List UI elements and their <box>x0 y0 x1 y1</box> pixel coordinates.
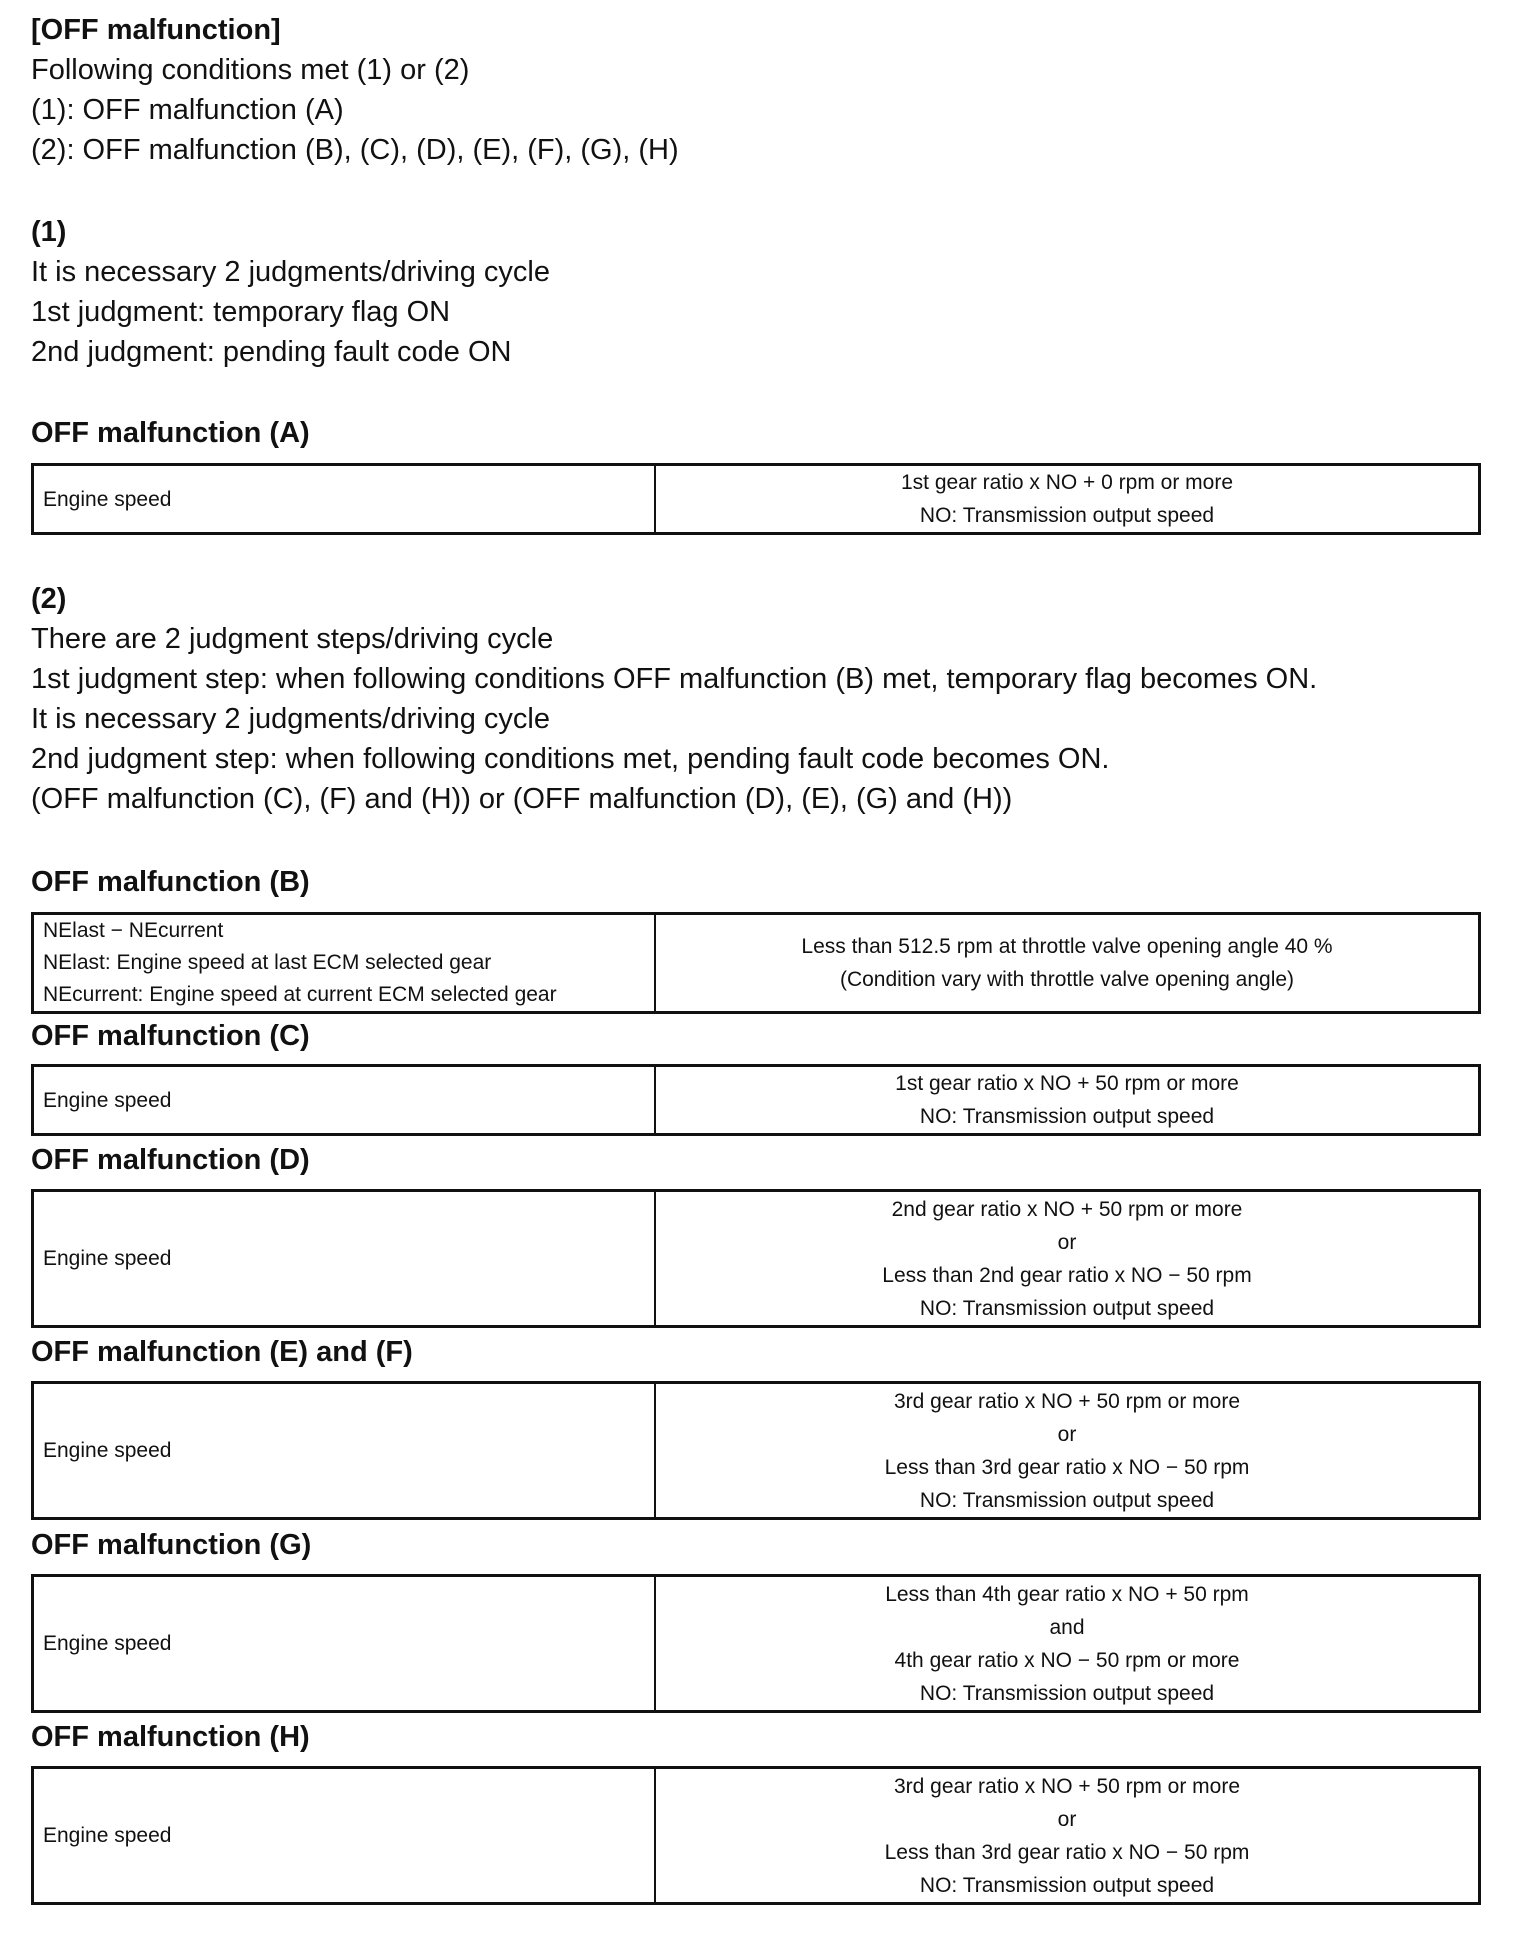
cell-text: NO: Transmission output speed <box>919 1681 1215 1705</box>
cell-text: Engine speed <box>43 1247 172 1270</box>
part1-line: 2nd judgment: pending fault code ON <box>31 336 512 368</box>
cell-text: Less than 3rd gear ratio x NO − 50 rpm <box>884 1455 1250 1479</box>
table-row <box>33 465 1480 534</box>
cell-text: Engine speed <box>43 487 172 511</box>
intro-line: (1): OFF malfunction (A) <box>31 94 344 126</box>
cell-text: NElast − NEcurrent <box>43 919 224 942</box>
cell-text: or <box>1057 1807 1077 1831</box>
criteria-cell <box>655 1066 1480 1135</box>
table-row <box>33 1576 1480 1712</box>
table-d-heading: OFF malfunction (D) <box>31 1144 310 1176</box>
cell-text: Engine speed <box>43 1439 172 1462</box>
cell-text: (Condition vary with throttle valve opening angle) <box>839 968 1295 991</box>
intro-line: Following conditions met (1) or (2) <box>31 54 470 86</box>
table-g-heading: OFF malfunction (G) <box>31 1529 312 1561</box>
part2-line: 1st judgment step: when following conditions OFF malfunction (B) met, temporary flag becomes ON. <box>31 663 1318 695</box>
cell-text: Less than 2nd gear ratio x NO − 50 rpm <box>882 1263 1252 1287</box>
intro-section <box>31 10 679 170</box>
table-h-heading: OFF malfunction (H) <box>31 1721 310 1753</box>
part1-title: (1) <box>31 216 67 248</box>
condition-cell <box>33 465 656 534</box>
cell-text: 2nd gear ratio x NO + 50 rpm or more <box>891 1197 1243 1221</box>
part2-line: There are 2 judgment steps/driving cycle <box>31 623 554 655</box>
table-a <box>31 463 1481 535</box>
criteria-cell <box>655 914 1480 1013</box>
part1-line: 1st judgment: temporary flag ON <box>31 296 451 328</box>
cell-text: NO: Transmission output speed <box>919 1873 1215 1897</box>
cell-text: NO: Transmission output speed <box>919 1488 1215 1512</box>
table-row <box>33 1383 1480 1519</box>
table-row <box>33 1066 1480 1135</box>
cell-text: 1st gear ratio x NO + 50 rpm or more <box>895 1072 1239 1095</box>
condition-cell <box>33 1066 656 1135</box>
cell-text: NO: Transmission output speed <box>919 1105 1215 1128</box>
part1-section <box>31 212 550 372</box>
part2-line: 2nd judgment step: when following conditions met, pending fault code becomes ON. <box>31 743 1110 775</box>
table-row <box>33 1191 1480 1327</box>
table-d <box>31 1189 1481 1328</box>
condition-cell <box>33 914 656 1013</box>
document-title: [OFF malfunction] <box>31 14 281 46</box>
table-h <box>31 1766 1481 1905</box>
criteria-cell <box>655 1191 1480 1327</box>
part2-section <box>31 579 1317 819</box>
table-ef <box>31 1381 1481 1520</box>
table-a-heading: OFF malfunction (A) <box>31 417 310 449</box>
cell-text: 4th gear ratio x NO − 50 rpm or more <box>894 1648 1240 1672</box>
criteria-cell <box>655 1576 1480 1712</box>
condition-cell <box>33 1576 656 1712</box>
cell-text: NO: Transmission output speed <box>919 1296 1215 1320</box>
condition-cell <box>33 1768 656 1904</box>
cell-text: Less than 512.5 rpm at throttle valve opening angle 40 % <box>801 935 1333 958</box>
cell-text: Engine speed <box>43 1088 172 1112</box>
table-c <box>31 1064 1481 1136</box>
table-row <box>33 1768 1480 1904</box>
cell-text: or <box>1057 1230 1077 1254</box>
intro-line: (2): OFF malfunction (B), (C), (D), (E), (F), (G), (H) <box>31 134 679 166</box>
cell-text: NEcurrent: Engine speed at current ECM selected gear <box>43 983 557 1006</box>
cell-text: Engine speed <box>43 1824 172 1847</box>
condition-cell <box>33 1383 656 1519</box>
cell-text: NO: Transmission output speed <box>919 504 1215 527</box>
table-c-heading: OFF malfunction (C) <box>31 1020 310 1052</box>
cell-text: 1st gear ratio x NO + 0 rpm or more <box>900 471 1234 494</box>
cell-text: 3rd gear ratio x NO + 50 rpm or more <box>893 1774 1241 1798</box>
cell-text: Engine speed <box>43 1632 172 1655</box>
table-ef-heading: OFF malfunction (E) and (F) <box>31 1336 413 1368</box>
part1-line: It is necessary 2 judgments/driving cycle <box>31 256 550 288</box>
cell-text: NElast: Engine speed at last ECM selected gear <box>43 951 492 974</box>
part2-title: (2) <box>31 583 67 615</box>
cell-text: Less than 3rd gear ratio x NO − 50 rpm <box>884 1840 1250 1864</box>
table-row <box>33 914 1480 1013</box>
table-g <box>31 1574 1481 1713</box>
criteria-cell <box>655 465 1480 534</box>
part2-line: It is necessary 2 judgments/driving cycle <box>31 703 550 735</box>
table-b-heading: OFF malfunction (B) <box>31 866 310 898</box>
cell-text: Less than 4th gear ratio x NO + 50 rpm <box>885 1582 1249 1606</box>
condition-cell <box>33 1191 656 1327</box>
cell-text: 3rd gear ratio x NO + 50 rpm or more <box>893 1389 1241 1413</box>
criteria-cell <box>655 1768 1480 1904</box>
cell-text: and <box>1049 1615 1085 1639</box>
part2-line: (OFF malfunction (C), (F) and (H)) or (OFF malfunction (D), (E), (G) and (H)) <box>31 783 1013 815</box>
criteria-cell <box>655 1383 1480 1519</box>
cell-text: or <box>1057 1422 1077 1446</box>
table-b <box>31 912 1481 1014</box>
